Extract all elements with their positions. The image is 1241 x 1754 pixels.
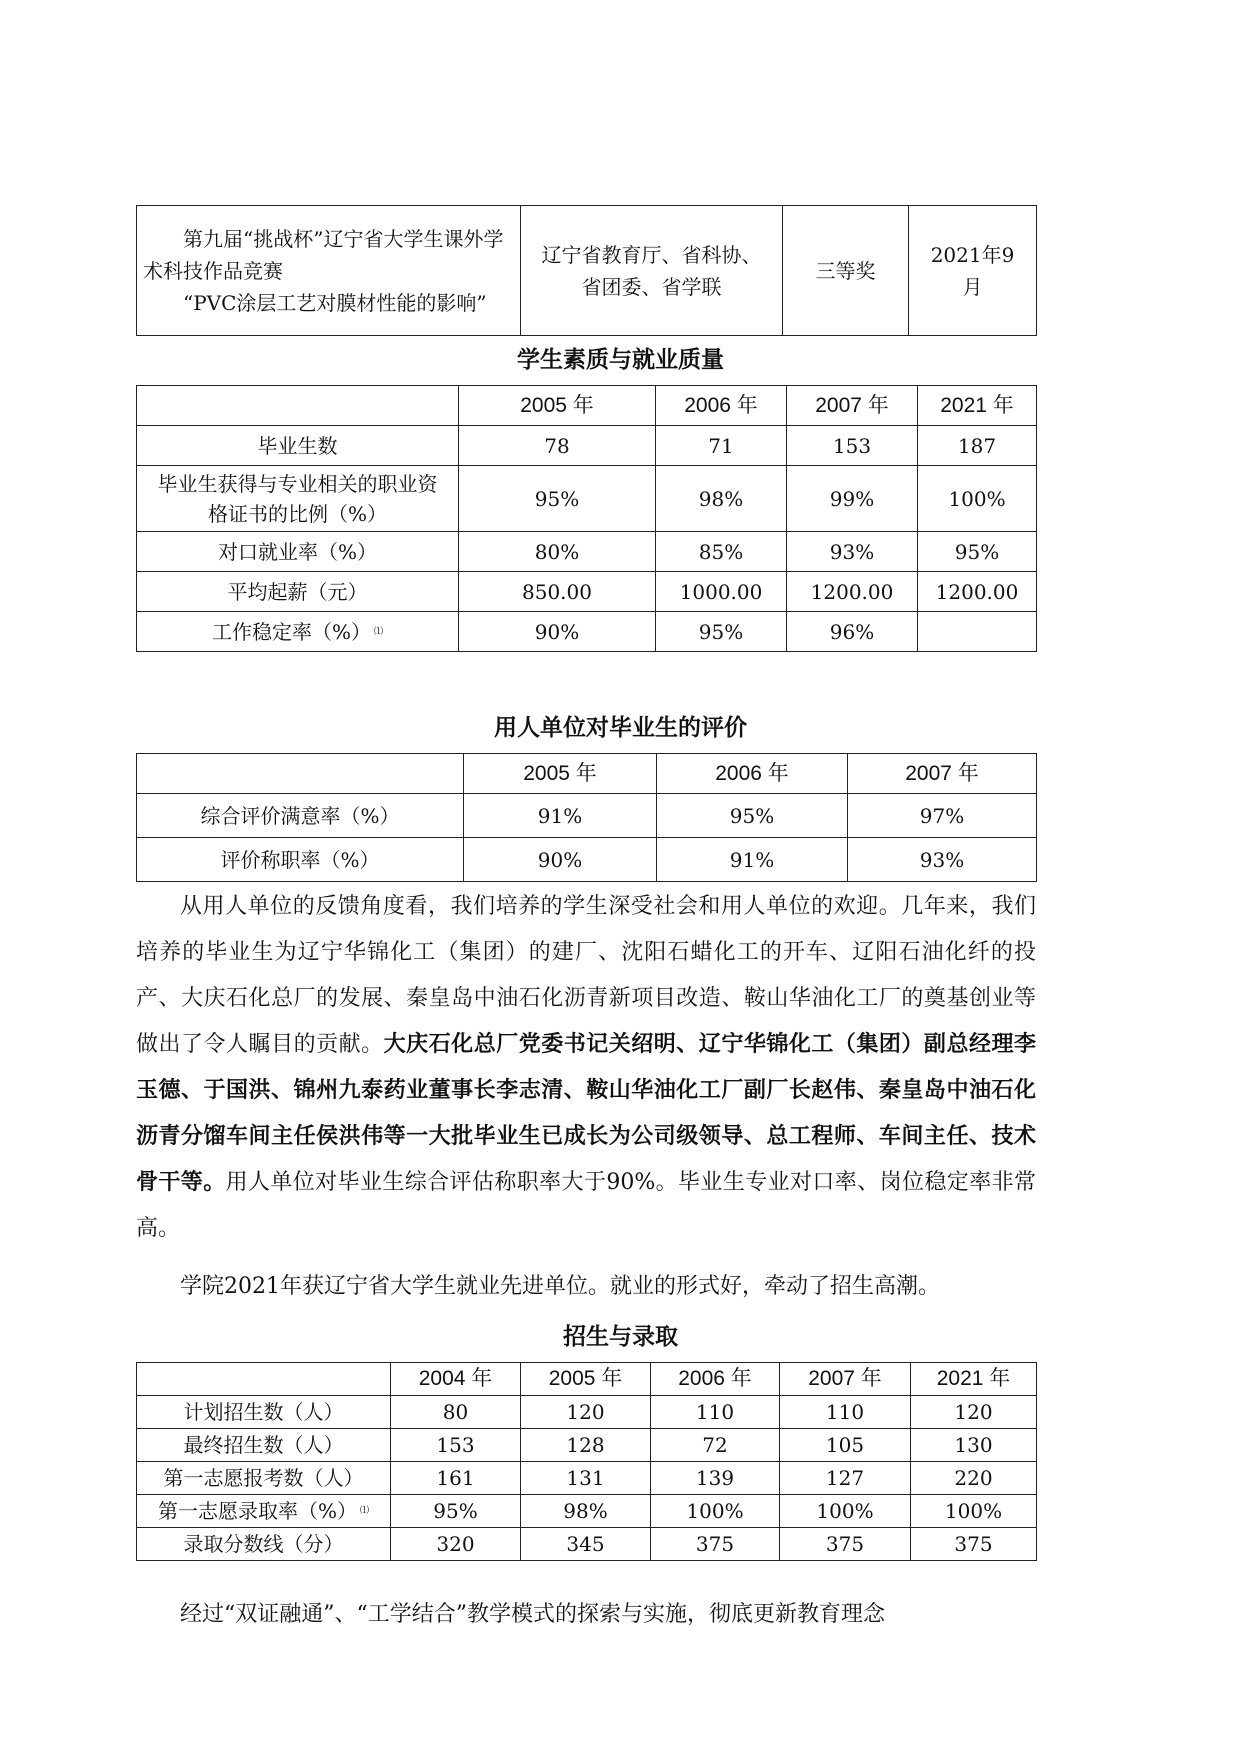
- row-label: 计划招生数（人）: [137, 1396, 391, 1429]
- table-cell: 375: [780, 1528, 911, 1561]
- quality-col-header: 2021 年: [918, 386, 1037, 426]
- table-cell: 161: [391, 1462, 521, 1495]
- award-paragraph: 学院2021年获辽宁省大学生就业先进单位。就业的形式好，牵动了招生高潮。: [180, 1274, 940, 1299]
- table-row: [137, 466, 1037, 532]
- table-cell: 93%: [787, 532, 918, 572]
- table-cell: 95%: [918, 532, 1037, 572]
- table-cell: 120: [521, 1396, 651, 1429]
- feedback-summary: 用人单位对毕业生综合评估称职率大于90%。毕业生专业对口率、岗位稳定率非常高。: [136, 1170, 1036, 1241]
- table-cell: 98%: [521, 1495, 651, 1528]
- quality-col-header: 2006 年: [656, 386, 787, 426]
- row-label: 第一志愿报考数（人）: [137, 1462, 391, 1495]
- row-label-text: 工作稳定率（%）: [211, 619, 371, 644]
- award-project-name: 第九届“挑战杯”辽宁省大学生课外学术科技作品竞赛: [143, 226, 504, 283]
- row-label-text: 第一志愿录取率（%）: [157, 1499, 357, 1523]
- quality-header-row: [137, 386, 1037, 426]
- quality-col-header: 2005 年: [459, 386, 656, 426]
- table-cell: 110: [780, 1396, 911, 1429]
- table-cell: 78: [459, 426, 656, 466]
- table-cell: 72: [651, 1429, 780, 1462]
- feedback-text: 从用人单位的反馈角度看，我们培养的学生深受社会和用人单位的欢迎。几年来，我们培养的毕业生为辽宁华锦化工（集团）的建厂、沈阳石蜡化工的开车、辽阳石油化纤的投产、大庆石化总厂的发展、秦皇岛中油石化沥青新项目改造、鞍山华油化工厂的奠基创业等做出了令人瞩目的贡献。: [136, 894, 1036, 1057]
- table-cell: 1200.00: [918, 572, 1037, 612]
- table-cell: 100%: [651, 1495, 780, 1528]
- admission-header-row: [137, 1363, 1037, 1396]
- table-cell: 100%: [911, 1495, 1037, 1528]
- row-label: 综合评价满意率（%）: [137, 794, 464, 838]
- admission-table: [136, 1362, 1037, 1561]
- table-row: [137, 426, 1037, 466]
- table-cell: 1200.00: [787, 572, 918, 612]
- table-cell: 100%: [918, 466, 1037, 532]
- footnote-mark: ⑴: [374, 626, 384, 637]
- table-cell: 220: [911, 1462, 1037, 1495]
- table-row: [137, 572, 1037, 612]
- table-cell: 153: [391, 1429, 521, 1462]
- table-cell: 80%: [459, 532, 656, 572]
- table-cell: 97%: [848, 794, 1037, 838]
- table-cell: 139: [651, 1462, 780, 1495]
- table-row: [137, 532, 1037, 572]
- table-row: [137, 1429, 1037, 1462]
- alumni-highlight: 大庆石化总厂党委书记关绍明、辽宁华锦化工（集团）副总经理李玉德、于国洪、锦州九泰药业董事长李志清、鞍山华油化工厂副厂长赵伟、秦皇岛中油石化沥青分馏车间主任侯洪伟等一大批毕业生已成长为公司级领导、总工程师、车间主任、技术骨干等。: [136, 1032, 1036, 1195]
- table-cell: 93%: [848, 838, 1037, 882]
- quality-col-header: 2007 年: [787, 386, 918, 426]
- table-cell: 153: [787, 426, 918, 466]
- admission-col-header: 2007 年: [780, 1363, 911, 1396]
- reform-paragraph: 经过“双证融通”、“工学结合”教学模式的探索与实施，彻底更新教育理念: [180, 1602, 885, 1627]
- table-cell: 131: [521, 1462, 651, 1495]
- table-cell: 98%: [656, 466, 787, 532]
- award-table: [136, 205, 1037, 336]
- feedback-paragraph: [136, 884, 1036, 1252]
- award-project-cell: [137, 206, 521, 336]
- evaluation-table: [136, 753, 1037, 882]
- table-row: [137, 1528, 1037, 1561]
- table-cell: [918, 612, 1037, 652]
- table-row: [137, 838, 1037, 882]
- table-cell: 91%: [657, 838, 848, 882]
- table-cell: 345: [521, 1528, 651, 1561]
- table-row: [137, 612, 1037, 652]
- table-cell: 85%: [656, 532, 787, 572]
- table-cell: 110: [651, 1396, 780, 1429]
- row-label: 最终招生数（人）: [137, 1429, 391, 1462]
- evaluation-col-header: 2007 年: [848, 754, 1037, 794]
- table-cell: 375: [911, 1528, 1037, 1561]
- table-cell: 128: [521, 1429, 651, 1462]
- table-cell: 375: [651, 1528, 780, 1561]
- quality-title: 学生素质与就业质量: [517, 347, 724, 373]
- table-row: [137, 1495, 1037, 1528]
- table-row: [137, 1396, 1037, 1429]
- table-cell: 80: [391, 1396, 521, 1429]
- table-cell: 120: [911, 1396, 1037, 1429]
- table-cell: 1000.00: [656, 572, 787, 612]
- table-cell: 91%: [464, 794, 657, 838]
- admission-col-header: 2006 年: [651, 1363, 780, 1396]
- award-level: 三等奖: [783, 206, 909, 336]
- table-cell: 187: [918, 426, 1037, 466]
- row-label: 录取分数线（分）: [137, 1528, 391, 1561]
- admission-col-header: 2005 年: [521, 1363, 651, 1396]
- row-label: 对口就业率（%）: [137, 532, 459, 572]
- award-project-title: “PVC涂层工艺对膜材性能的影响”: [183, 290, 487, 315]
- table-cell: 320: [391, 1528, 521, 1561]
- quality-table: [136, 385, 1037, 652]
- quality-col-header: [137, 386, 459, 426]
- row-label: 毕业生获得与专业相关的职业资格证书的比例（%）: [137, 466, 459, 532]
- admission-col-header: [137, 1363, 391, 1396]
- evaluation-header-row: [137, 754, 1037, 794]
- evaluation-col-header: 2006 年: [657, 754, 848, 794]
- footnote-mark: ⑴: [360, 1506, 370, 1516]
- table-row: [137, 1462, 1037, 1495]
- evaluation-title: 用人单位对毕业生的评价: [494, 715, 747, 741]
- table-cell: 96%: [787, 612, 918, 652]
- evaluation-col-header: 2005 年: [464, 754, 657, 794]
- row-label: 评价称职率（%）: [137, 838, 464, 882]
- table-cell: 95%: [459, 466, 656, 532]
- table-row: [137, 794, 1037, 838]
- row-label: 平均起薪（元）: [137, 572, 459, 612]
- award-date: 2021年9月: [909, 206, 1037, 336]
- table-cell: 127: [780, 1462, 911, 1495]
- table-cell: 90%: [464, 838, 657, 882]
- row-label: 毕业生数: [137, 426, 459, 466]
- table-cell: 105: [780, 1429, 911, 1462]
- table-cell: 100%: [780, 1495, 911, 1528]
- table-cell: 95%: [657, 794, 848, 838]
- table-cell: 71: [656, 426, 787, 466]
- admission-title: 招生与录取: [563, 1324, 678, 1350]
- table-cell: 95%: [391, 1495, 521, 1528]
- table-cell: 95%: [656, 612, 787, 652]
- table-cell: 850.00: [459, 572, 656, 612]
- row-label: [137, 612, 459, 652]
- table-cell: 90%: [459, 612, 656, 652]
- row-label: [137, 1495, 391, 1528]
- admission-col-header: 2021 年: [911, 1363, 1037, 1396]
- table-cell: 99%: [787, 466, 918, 532]
- admission-col-header: 2004 年: [391, 1363, 521, 1396]
- award-organizer: 辽宁省教育厅、省科协、省团委、省学联: [521, 206, 783, 336]
- table-cell: 130: [911, 1429, 1037, 1462]
- evaluation-col-header: [137, 754, 464, 794]
